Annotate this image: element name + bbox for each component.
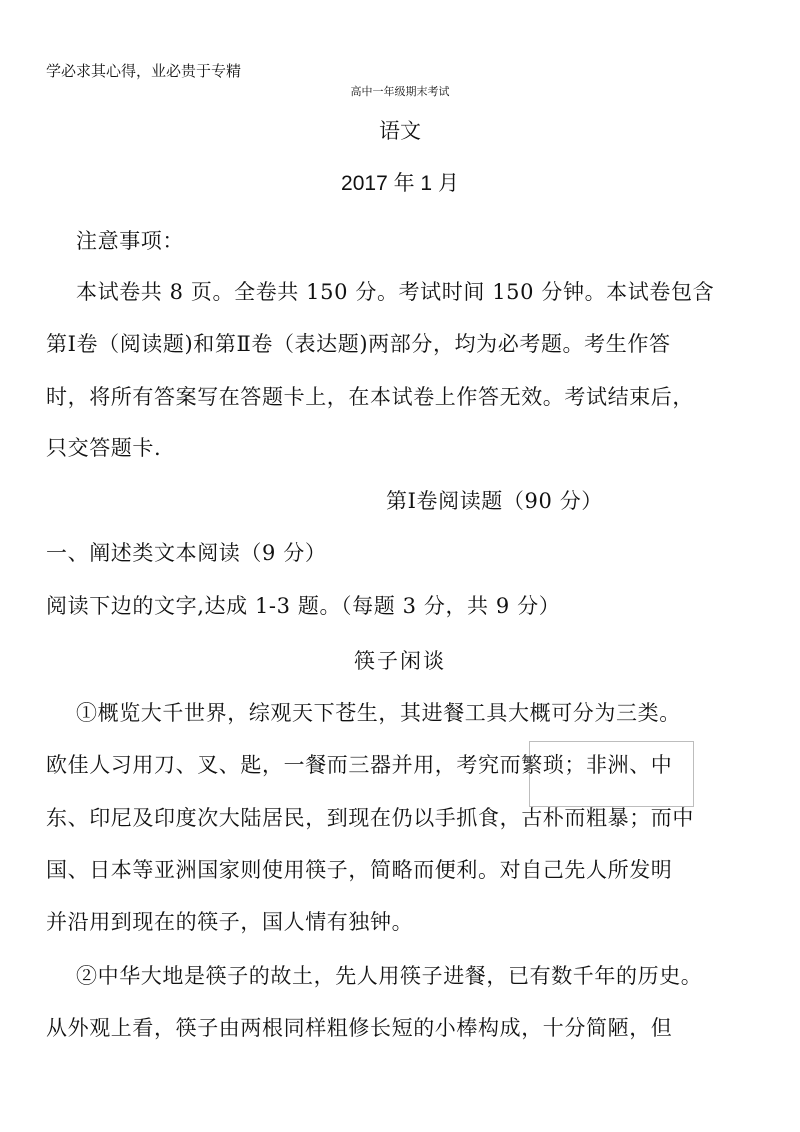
notes-line: 时，将所有答案写在答题卡上，在本试卷上作答无效。考试结束后，: [46, 385, 694, 409]
passage-line: 东、印尼及印度次大陆居民，到现在仍以手抓食，古朴而粗暴；而中: [46, 806, 694, 830]
section-heading: 一、阐述类文本阅读（9 分）: [46, 541, 327, 565]
passage-line: 国、日本等亚洲国家则使用筷子，简略而便利。对自己先人所发明: [46, 858, 673, 882]
subject-title: 语文: [379, 119, 421, 143]
exam-date: 2017 年 1 月: [341, 172, 459, 195]
passage-line: 欧佳人习用刀、叉、匙，一餐而三器并用，考究而繁琐；非洲、中: [46, 753, 673, 777]
passage-line: ①概览大千世界，综观天下苍生，其进餐工具大概可分为三类。: [76, 701, 681, 725]
notes-line: 只交答题卡.: [46, 436, 162, 460]
instruction-text: 阅读下边的文字,达成 1-3 题。（每题 3 分，共 9 分）: [46, 594, 561, 618]
notes-line: 第Ⅰ卷（阅读题)和第Ⅱ卷（表达题)两部分，均为必考题。考生作答: [46, 332, 671, 356]
passage-line: 并沿用到现在的筷子，国人情有独钟。: [46, 910, 414, 934]
passage-title: 筷子闲谈: [354, 649, 446, 673]
part-heading: 第Ⅰ卷阅读题（90 分）: [386, 489, 603, 513]
passage-line: 从外观上看，筷子由两根同样粗修长短的小棒构成，十分简陋，但: [46, 1016, 673, 1040]
header-motto: 学必求其心得，业必贵于专精: [46, 62, 242, 80]
notes-heading: 注意事项：: [76, 229, 184, 253]
notes-line: 本试卷共 8 页。全卷共 150 分。考试时间 150 分钟。本试卷包含: [76, 280, 715, 304]
passage-line: ②中华大地是筷子的故土，先人用筷子进餐，已有数千年的历史。: [76, 964, 703, 988]
exam-title: 高中一年级期末考试: [350, 85, 450, 98]
